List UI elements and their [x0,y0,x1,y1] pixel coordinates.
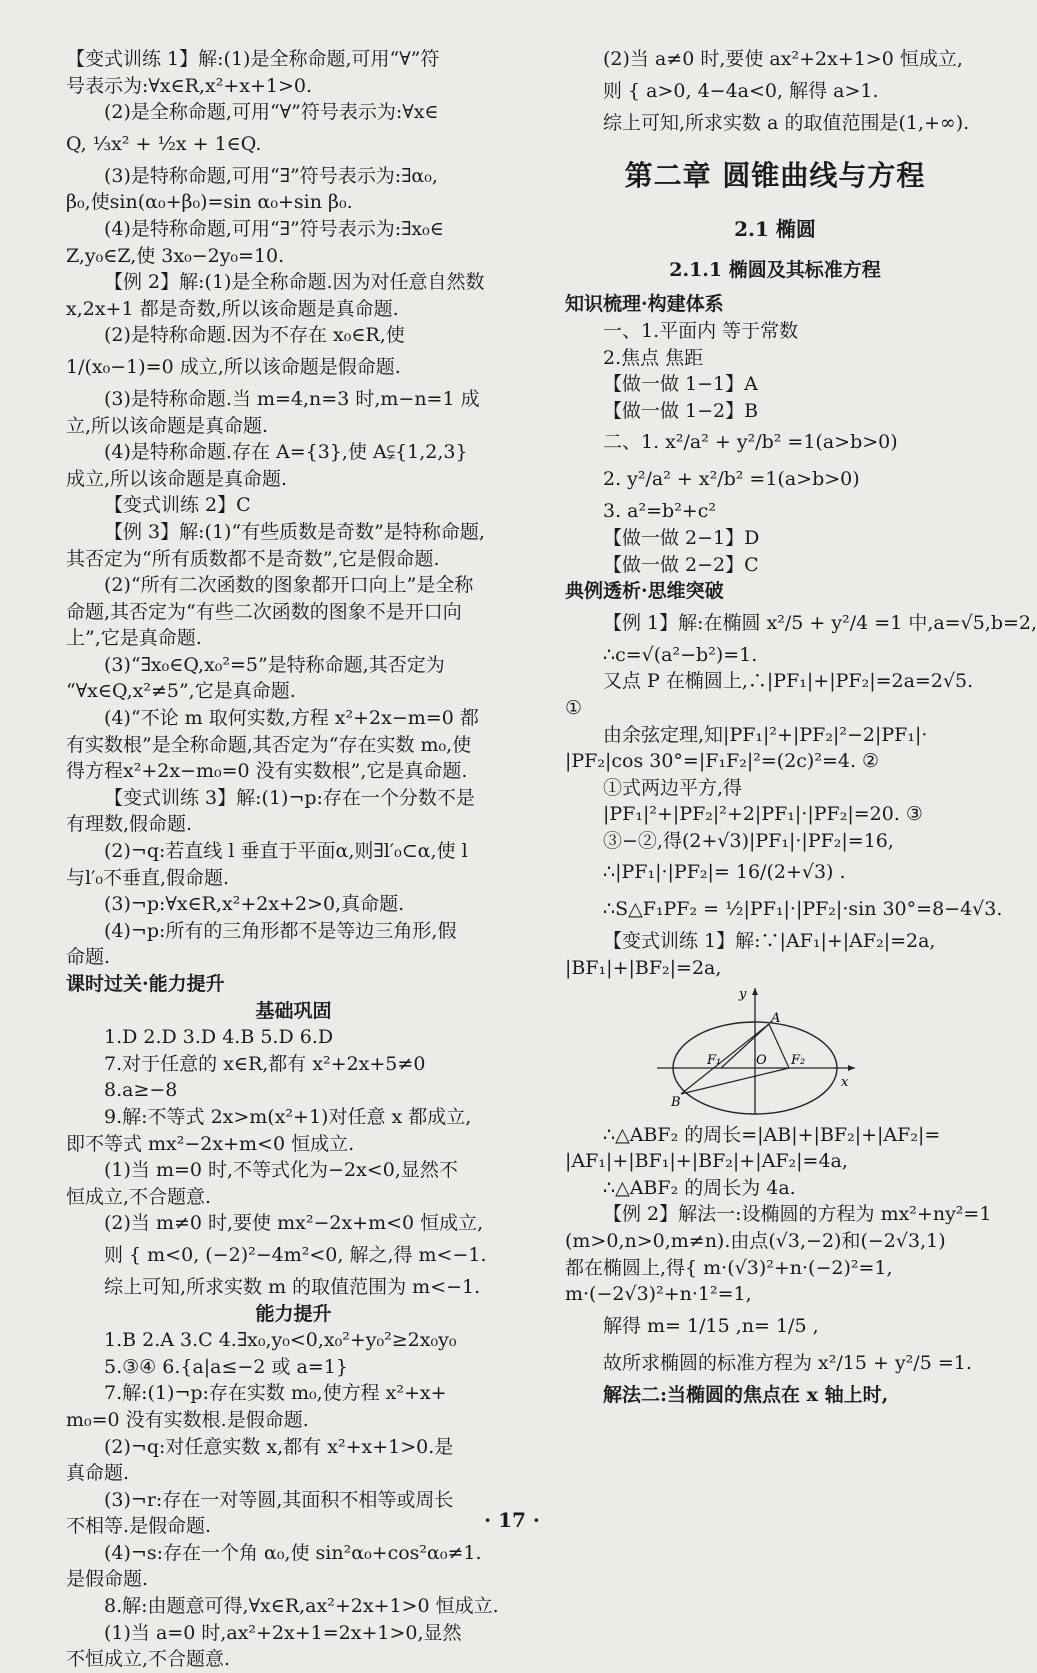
text-line: (3)“∃x₀∈Q,x₀²=5”是特称命题,其否定为 [104,653,445,676]
text-line: ∴△ABF₂ 的周长=|AB|+|BF₂|+|AF₂|= [603,1123,941,1146]
y-axis-arrow [752,988,758,995]
f1-label: F₁ [707,1052,722,1068]
text-line: 2.焦点 焦距 [603,346,704,369]
text-line: (4)“不论 m 取何实数,方程 x²+2x−m=0 都 [104,707,479,730]
text-line: 【例 2】解:(1)是全称命题.因为对任意自然数 [104,271,485,294]
text-line: 即不等式 mx²−2x+m<0 恒成立. [66,1132,355,1155]
ellipse-figure [655,986,865,1116]
text-line: (2)¬q:对任意实数 x,都有 x²+x+1>0.是 [104,1435,454,1458]
text-line: (2)当 m≠0 时,要使 mx²−2x+m<0 恒成立, [104,1212,484,1235]
text-line: ③−②,得(2+√3)|PF₁|·|PF₂|=16, [603,829,894,852]
text-line: 【做一做 1−2】B [603,399,759,422]
text-line: 课时过关·能力提升 [66,973,225,995]
text-line: 3. a²=b²+c² [603,500,716,523]
text-line: (2)“所有二次函数的图象都开口向上”是全称 [104,574,474,597]
text-line: 典例透析·思维突破 [565,580,724,603]
text-line: 则 { m<0, (−2)²−4m²<0, 解之,得 m<−1. [104,1243,487,1266]
text-line: 一、1.平面内 等于常数 [603,319,799,342]
text-line: ① [565,696,583,719]
point-b-label: B [671,1094,681,1110]
text-line: m₀=0 没有实数根.是假命题. [66,1408,309,1431]
text-line: 【做一做 2−1】D [603,526,760,549]
chapter-title: 第二章 圆锥曲线与方程 [624,159,926,193]
section-title: 2.1 椭圆 [734,217,816,242]
text-line: 是假命题. [66,1568,149,1591]
text-line: |AF₁|+|BF₁|+|BF₂|+|AF₂|=4a, [565,1150,848,1173]
text-line: “∀x∈Q,x²≠5”,它是真命题. [66,680,296,703]
text-line: 恒成立,不合题意. [66,1185,212,1208]
text-line: 8.a≥−8 [104,1079,178,1102]
text-line: 命题. [66,946,111,969]
text-line: 【变式训练 1】解:∵|AF₁|+|AF₂|=2a, [603,930,936,953]
text-line: (m>0,n>0,m≠n).由点(√3,−2)和(−2√3,1) [565,1230,946,1253]
text-line: 二、1. x²/a² + y²/b² =1(a>b>0) [603,431,898,454]
text-line: |PF₂|cos 30°=|F₁F₂|²=(2c)²=4. ② [565,750,880,773]
text-line: 1/(x₀−1)=0 成立,所以该命题是假命题. [66,355,401,378]
text-line: 真命题. [66,1462,130,1485]
right-top-block [565,46,985,136]
text-line: 由余弦定理,知|PF₁|²+|PF₂|²−2|PF₁|· [603,723,928,746]
text-line: 解法二:当椭圆的焦点在 x 轴上时, [603,1383,889,1406]
text-line: 基础巩固 [255,999,332,1022]
text-line: 9.解:不等式 2x>m(x²+1)对任意 x 都成立, [104,1105,472,1128]
text-line: 2. y²/a² + x²/b² =1(a>b>0) [603,468,860,491]
text-line: 【做一做 2−2】C [603,553,759,576]
right-bottom-block [565,1122,992,1409]
f2-label: F₂ [791,1052,806,1068]
text-line: 故所求椭圆的标准方程为 x²/15 + y²/5 =1. [603,1351,972,1374]
text-line: 【变式训练 1】解:(1)是全称命题,可用“∀”符 [66,48,440,70]
text-line: x,2x+1 都是奇数,所以该命题是真命题. [66,297,399,320]
text-line: (2)是特称命题.因为不存在 x₀∈R,使 [104,324,405,347]
point-a-label: A [771,1010,781,1026]
segment-af2 [769,1024,789,1068]
text-line: 命题,其否定为“有些二次函数的图象不是开口向 [66,600,462,623]
text-line: m·(−2√3)²+n·1²=1, [565,1283,752,1306]
text-line: 【变式训练 3】解:(1)¬p:存在一个分数不是 [104,786,475,809]
text-line: (4)¬s:存在一个角 α₀,使 sin²α₀+cos²α₀≠1. [104,1541,482,1564]
text-line: 又点 P 在椭圆上,∴|PF₁|+|PF₂|=2a=2√5. [603,670,974,693]
x-axis-arrow [848,1065,855,1071]
text-line: (3)是特称命题,可用“∃”符号表示为:∃α₀, [104,164,438,187]
text-line: (3)¬p:∀x∈R,x²+2x+2>0,真命题. [104,893,405,916]
text-line: (4)¬p:所有的三角形都不是等边三角形,假 [104,919,457,942]
text-line: (3)¬r:存在一对等圆,其面积不相等或周长 [104,1488,454,1511]
text-line: 【例 1】解:在椭圆 x²/5 + y²/4 =1 中,a=√5,b=2, [603,611,1037,634]
text-line: 7.解:(1)¬p:存在实数 m₀,使方程 x²+x+ [104,1382,447,1405]
text-line: (4)是特称命题,可用“∃”符号表示为:∃x₀∈ [104,217,444,240]
text-line: 成立,所以该命题是真命题. [66,467,288,490]
text-line: 都在椭圆上,得{ m·(√3)²+n·(−2)²=1, [565,1256,893,1279]
text-line: 解得 m= 1/15 ,n= 1/5 , [603,1314,819,1337]
text-line: |BF₁|+|BF₂|=2a, [565,957,722,980]
right-column [565,46,1037,1408]
text-line: 综上可知,所求实数 a 的取值范围是(1,+∞). [603,111,970,134]
text-line: (2)是全称命题,可用“∀”符号表示为:∀x∈ [104,101,439,124]
text-line: (4)是特称命题.存在 A={3},使 A⫋{1,2,3} [104,441,468,464]
text-line: (2)¬q:若直线 l 垂直于平面α,则∃l′₀⊂α,使 l [104,840,468,863]
text-line: 有理数,假命题. [66,813,193,836]
text-line: ①式两边平方,得 [603,776,743,799]
text-line: Q, ⅓x² + ½x + 1∈Q. [66,132,262,155]
y-label: y [739,986,747,1002]
text-line: 则 { a>0, 4−4a<0, 解得 a>1. [603,79,879,102]
text-line: 7.对于任意的 x∈R,都有 x²+2x+5≠0 [104,1052,426,1075]
subsection-title: 2.1.1 椭圆及其标准方程 [669,258,881,281]
text-line: 其否定为“所有质数都不是奇数”,它是假命题. [66,547,440,570]
text-line: 综上可知,所求实数 m 的取值范围为 m<−1. [104,1275,481,1298]
text-line: 8.解:由题意可得,∀x∈R,ax²+2x+1>0 恒成立. [104,1595,499,1618]
text-line: 上”,它是真命题. [66,627,202,650]
text-line: (2)当 a≠0 时,要使 ax²+2x+1>0 恒成立, [603,48,963,70]
text-line: 不恒成立,不合题意. [66,1648,231,1671]
text-line: 能力提升 [255,1302,332,1325]
text-line: ∴△ABF₂ 的周长为 4a. [603,1176,796,1199]
text-line: ∴S△F₁PF₂ = ½|PF₁|·|PF₂|·sin 30°=8−4√3. [603,898,1003,921]
text-line: 【变式训练 2】C [104,494,251,517]
text-line: 5.③④ 6.{a|a≤−2 或 a=1} [104,1355,348,1378]
text-line: 【做一做 1−1】A [603,373,758,396]
text-line: 立,所以该命题是真命题. [66,414,269,437]
text-line: (3)是特称命题.当 m=4,n=3 时,m−n=1 成 [104,387,480,410]
text-line: 【例 3】解:(1)“有些质数是奇数”是特称命题, [104,520,485,543]
left-column [66,46,521,1673]
text-line: (1)当 m=0 时,不等式化为−2x<0,显然不 [104,1159,458,1182]
text-line: Z,y₀∈Z,使 3x₀−2y₀=10. [66,244,285,267]
text-line: 不相等.是假命题. [66,1515,212,1538]
text-line: 1.B 2.A 3.C 4.∃x₀,y₀<0,x₀²+y₀²≥2x₀y₀ [104,1329,457,1352]
text-line: β₀,使sin(α₀+β₀)=sin α₀+sin β₀. [66,191,353,214]
origin-label: O [756,1052,767,1068]
page-number: · 17 · [484,1508,540,1532]
text-line: 有实数根”是全称命题,其否定为“存在实数 m₀,使 [66,733,472,756]
text-line: 1.D 2.D 3.D 4.B 5.D 6.D [104,1026,334,1049]
right-mid-block [565,291,1037,981]
x-label: x [841,1074,849,1090]
text-line: 与l′₀不垂直,假命题. [66,866,230,889]
text-line: |PF₁|²+|PF₂|²+2|PF₁|·|PF₂|=20. ③ [603,803,923,826]
text-line: 号表示为:∀x∈R,x²+x+1>0. [66,74,313,97]
text-line: ∴|PF₁|·|PF₂|= 16/(2+√3) . [603,861,846,884]
text-line: 得方程x²+2x−m₀=0 没有实数根”,它是真命题. [66,760,468,783]
text-line: ∴c=√(a²−b²)=1. [603,643,758,666]
text-line: 知识梳理·构建体系 [565,293,724,316]
text-line: 【例 2】解法一:设椭圆的方程为 mx²+ny²=1 [603,1203,992,1226]
text-line: (1)当 a=0 时,ax²+2x+1=2x+1>0,显然 [104,1621,462,1644]
